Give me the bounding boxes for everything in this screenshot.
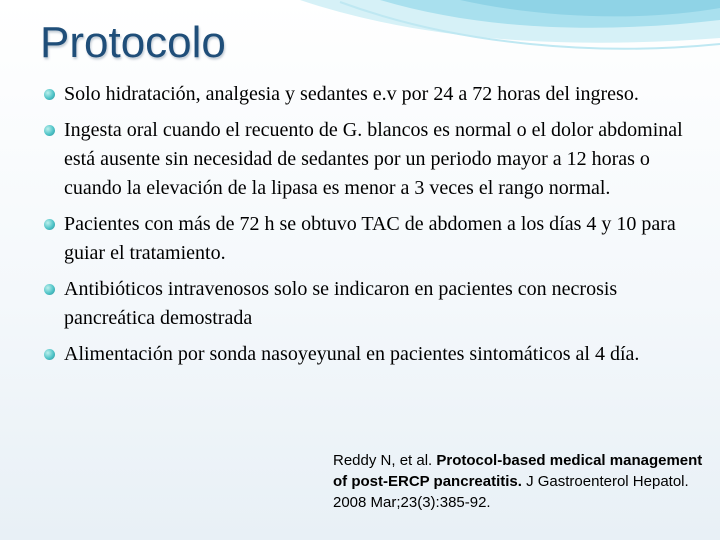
reference-citation xyxy=(333,450,718,513)
bullet-item xyxy=(44,210,684,268)
bullet-item xyxy=(44,116,684,203)
bullet-text: Alimentación por sonda nasoyeyunal en pacientes sintomáticos al 4 día. xyxy=(64,343,640,365)
reference-journal: J Gastroenterol Hepatol. 2008 Mar;23(3):385-92. xyxy=(333,473,689,511)
bullet-dot-icon xyxy=(44,284,55,295)
reference-article-title: Protocol-based medical management of post-ERCP pancreatitis. xyxy=(333,452,703,490)
bullet-item xyxy=(44,340,684,369)
bullet-text: Pacientes con más de 72 h se obtuvo TAC de abdomen a los días 4 y 10 para guiar el tratamiento. xyxy=(64,213,676,264)
slide-title: Protocolo xyxy=(40,18,226,67)
bullet-dot-icon xyxy=(44,349,55,360)
bullet-list xyxy=(44,80,684,376)
bullet-item xyxy=(44,80,684,109)
bullet-item xyxy=(44,275,684,333)
bullet-text: Ingesta oral cuando el recuento de G. blancos es normal o el dolor abdominal está ausente sin necesidad de sedantes por un periodo mayor a 12 horas o cuando la elevación de la lipasa es menor a 3 veces el rango normal. xyxy=(64,119,683,199)
bullet-dot-icon xyxy=(44,219,55,230)
bullet-text: Solo hidratación, analgesia y sedantes e.v por 24 a 72 horas del ingreso. xyxy=(64,83,639,105)
bullet-text: Antibióticos intravenosos solo se indicaron en pacientes con necrosis pancreática demostrada xyxy=(64,278,618,329)
bullet-dot-icon xyxy=(44,89,55,100)
reference-authors: Reddy N, et al. xyxy=(333,452,433,469)
bullet-dot-icon xyxy=(44,125,55,136)
